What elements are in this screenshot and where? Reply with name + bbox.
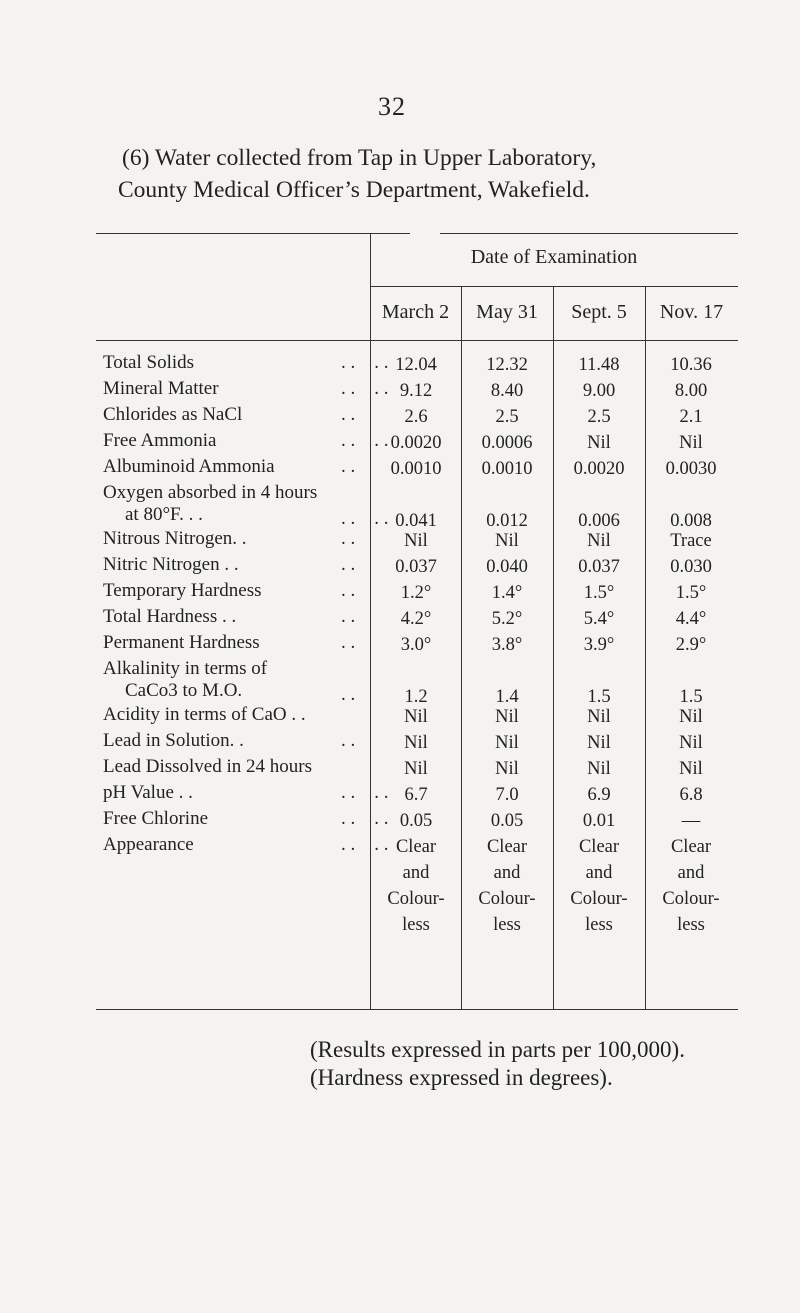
table-row-label	[103, 430, 389, 452]
leader-dots: . .	[341, 554, 356, 575]
table-row-label	[103, 632, 365, 654]
table-cell: 0.05	[490, 811, 524, 831]
table-cell: 2.5	[587, 407, 611, 427]
table-cell: 11.48	[578, 355, 620, 375]
table-cell: 12.04	[395, 355, 437, 375]
table-cell: 0.006	[578, 511, 620, 531]
table-cell: Nil	[404, 531, 428, 551]
table-cell: 3.8°	[491, 635, 523, 655]
table-cell: Nil	[587, 759, 611, 779]
table-cell: Nil	[587, 733, 611, 753]
table-cell: 6.7	[404, 785, 428, 805]
document-heading	[118, 142, 762, 206]
footer-line-1: (Results expressed in parts per 100,000).	[310, 1037, 685, 1062]
table-cell: Nil	[587, 433, 611, 453]
leader-dots: . . . .	[341, 782, 389, 803]
leader-dots: . .	[341, 580, 356, 601]
table-cell: 1.4°	[491, 583, 523, 603]
table-cell: 8.00	[674, 381, 708, 401]
table-cell: Nil	[587, 531, 611, 551]
row-label-text: Lead in Solution. .	[103, 730, 244, 751]
leader-dots: . . . .	[341, 808, 389, 829]
row-label-text: Mineral Matter	[103, 378, 219, 399]
row-label-text: Nitrous Nitrogen. .	[103, 528, 247, 549]
table-cell: 1.2	[404, 687, 428, 707]
row-label-text: Total Hardness . .	[103, 606, 237, 627]
table-cell: Nil	[404, 733, 428, 753]
leader-dots: . .	[341, 632, 356, 653]
table-cell: 2.5	[495, 407, 519, 427]
table-cell: 3.9°	[583, 635, 615, 655]
table-cell: 1.5	[587, 687, 611, 707]
leader-dots: . .	[341, 684, 356, 705]
table-cell: 1.5	[679, 687, 703, 707]
table-cell: 9.12	[399, 381, 433, 401]
table-row-label	[103, 756, 365, 778]
table-cell: 3.0°	[400, 635, 432, 655]
table-row-label	[103, 808, 389, 830]
table-cell: 4.2°	[400, 609, 432, 629]
table-row-label	[103, 730, 365, 752]
table-cell: Clear and Colour- less	[387, 837, 445, 935]
column-header-sept-5: Sept. 5	[571, 301, 627, 323]
table-cell: Nil	[495, 733, 519, 753]
table-cell: Clear and Colour- less	[570, 837, 628, 935]
table-cell: 4.4°	[675, 609, 707, 629]
table-cell: 0.0006	[481, 433, 533, 453]
group-header-rule	[370, 286, 738, 287]
table-row-label	[103, 658, 365, 705]
table-row-label	[103, 456, 365, 478]
row-label-text: Appearance	[103, 834, 194, 855]
table-cell: 0.0020	[573, 459, 625, 479]
row-label-text: Total Solids	[103, 352, 195, 373]
table-cell: 0.0010	[481, 459, 533, 479]
table-row-label	[103, 606, 365, 628]
table-row-label	[103, 528, 365, 550]
table-cell: Nil	[404, 707, 428, 727]
table-top-rule-right	[440, 233, 738, 234]
leader-dots: . . . .	[341, 430, 389, 451]
table-row-label	[103, 580, 365, 602]
footer-notes	[310, 1036, 685, 1092]
table-cell: 5.4°	[583, 609, 615, 629]
table-cell: 1.4	[495, 687, 519, 707]
table-cell: 2.1	[679, 407, 703, 427]
table-cell: 0.037	[578, 557, 620, 577]
table-top-rule	[96, 233, 410, 234]
table-cell: Nil	[679, 707, 703, 727]
leader-dots: . .	[341, 730, 356, 751]
table-cell: Nil	[679, 759, 703, 779]
table-cell: 0.0020	[390, 433, 442, 453]
table-row-label	[103, 378, 389, 400]
row-label-text: Nitric Nitrogen . .	[103, 554, 239, 575]
row-label-text: Lead Dissolved in 24 hours	[103, 756, 312, 777]
column-header-rule	[96, 340, 738, 341]
table-cell: 8.40	[490, 381, 524, 401]
row-label-text: CaCo3 to M.O.	[125, 680, 243, 701]
table-row-label	[103, 404, 365, 426]
row-label-text: Temporary Hardness	[103, 580, 262, 601]
table-row-label	[103, 352, 389, 374]
table-cell: Nil	[679, 733, 703, 753]
row-label-text: Free Ammonia	[103, 430, 217, 451]
leader-dots: . . . .	[341, 834, 389, 855]
leader-dots: . .	[341, 528, 356, 549]
table-cell: Nil	[587, 707, 611, 727]
table-cell: 0.041	[395, 511, 437, 531]
table-cell: 10.36	[670, 355, 712, 375]
page-number: 32	[378, 92, 406, 121]
table-cell: Nil	[495, 707, 519, 727]
table-cell: Trace	[670, 531, 712, 551]
table-cell: 1.5°	[583, 583, 615, 603]
table-cell: 1.5°	[675, 583, 707, 603]
row-label-text: Free Chlorine	[103, 808, 209, 829]
table-cell: Clear and Colour- less	[478, 837, 536, 935]
table-row-label	[103, 834, 389, 856]
table-cell: Nil	[495, 759, 519, 779]
table-cell: 5.2°	[491, 609, 523, 629]
table-cell: 0.01	[582, 811, 616, 831]
table-cell: 9.00	[582, 381, 616, 401]
leader-dots: . . . .	[341, 352, 389, 373]
table-cell: 0.037	[395, 557, 437, 577]
row-label-text: pH Value . .	[103, 782, 193, 803]
table-cell: Nil	[679, 433, 703, 453]
table-cell: 0.0030	[665, 459, 717, 479]
table-row-label	[103, 554, 365, 576]
row-label-text: Oxygen absorbed in 4 hours	[103, 482, 318, 503]
row-label-text: Albuminoid Ammonia	[103, 456, 275, 477]
row-label-text: Alkalinity in terms of	[103, 658, 268, 679]
table-cell: 1.2°	[400, 583, 432, 603]
leader-dots: . .	[341, 404, 356, 425]
group-header-date-of-examination: Date of Examination	[470, 246, 638, 268]
table-cell: 6.9	[587, 785, 611, 805]
table-cell: 12.32	[486, 355, 528, 375]
table-cell: Clear and Colour- less	[662, 837, 720, 935]
table-cell: —	[681, 811, 701, 831]
table-cell: 0.008	[670, 511, 712, 531]
table-cell: Nil	[404, 759, 428, 779]
table-row-label	[103, 704, 365, 726]
table-row-label	[103, 482, 389, 529]
table-cell: 6.8	[679, 785, 703, 805]
row-label-text: Acidity in terms of CaO . .	[103, 704, 306, 725]
leader-dots: . . . .	[341, 378, 389, 399]
leader-dots: . .	[341, 456, 356, 477]
table-cell: 0.030	[670, 557, 712, 577]
row-label-text: at 80°F. . .	[125, 504, 203, 525]
heading-line-1: (6) Water collected from Tap in Upper Laboratory,	[122, 145, 597, 171]
table-cell: Nil	[495, 531, 519, 551]
table-cell: 7.0	[495, 785, 519, 805]
column-header-march-2: March 2	[381, 301, 450, 323]
table-cell: 2.6	[404, 407, 428, 427]
table-cell: 0.0010	[390, 459, 442, 479]
footer-line-2: (Hardness expressed in degrees).	[310, 1065, 613, 1090]
table-bottom-rule	[96, 1009, 738, 1010]
heading-line-2: County Medical Officer’s Department, Wakefield.	[118, 177, 590, 203]
table-cell: 0.012	[486, 511, 528, 531]
table-cell: 0.040	[486, 557, 528, 577]
table-cell: 0.05	[399, 811, 433, 831]
table-cell: 2.9°	[675, 635, 707, 655]
column-header-may-31: May 31	[476, 301, 538, 323]
row-label-text: Permanent Hardness	[103, 632, 260, 653]
column-header-nov-17: Nov. 17	[659, 301, 724, 323]
leader-dots: . .	[341, 606, 356, 627]
table-row-label	[103, 782, 389, 804]
leader-dots: . . . .	[341, 508, 389, 529]
row-label-text: Chlorides as NaCl	[103, 404, 243, 425]
